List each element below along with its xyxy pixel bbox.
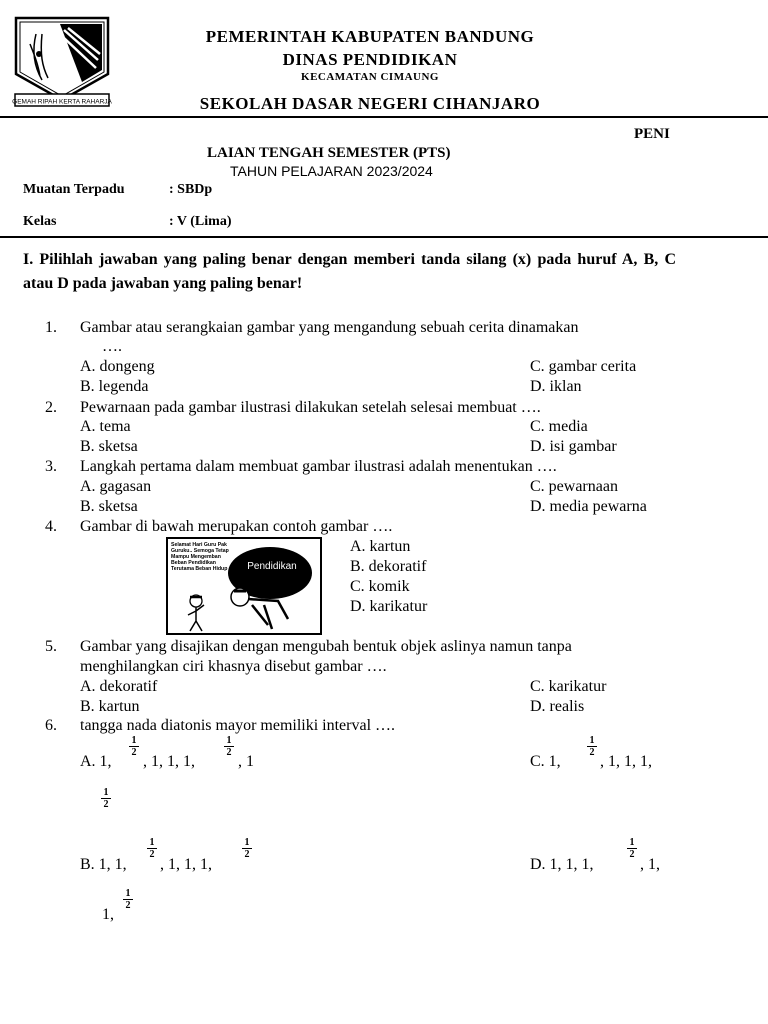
- q1-option-b[interactable]: B. legenda: [80, 378, 149, 395]
- q6-option-b-start[interactable]: B. 1, 1,: [80, 856, 127, 873]
- q5-option-d[interactable]: D. realis: [530, 698, 585, 715]
- q3-option-b[interactable]: B. sketsa: [80, 498, 138, 515]
- q2-number: 2.: [45, 399, 57, 416]
- q2-text: Pewarnaan pada gambar ilustrasi dilakukan setelah selesai membuat ….: [80, 399, 541, 416]
- q6-option-d-start[interactable]: D. 1, 1, 1,: [530, 856, 594, 873]
- logo-motto: GEMAH RIPAH KERTA RAHARJA: [12, 98, 112, 106]
- q6-option-c-end: , 1, 1, 1,: [600, 753, 652, 770]
- q6-option-a-middle: , 1, 1, 1,: [143, 753, 195, 770]
- q4-option-d[interactable]: D. karikatur: [350, 598, 428, 615]
- cartoon-sack-label: Pendidikan: [247, 561, 297, 572]
- q2-option-a[interactable]: A. tema: [80, 418, 131, 435]
- exam-title: LAIAN TENGAH SEMESTER (PTS): [207, 145, 451, 161]
- q6-option-d-half-2: 1 2: [122, 888, 134, 911]
- q6-number: 6.: [45, 717, 57, 734]
- q6-option-a-half-2: 1 2: [223, 735, 235, 758]
- q6-option-a-half-3: 1 2: [100, 787, 112, 810]
- q6-text: tangga nada diatonis mayor memiliki interval ….: [80, 717, 396, 734]
- instruction: I. Pilihlah jawaban yang paling benar dengan memberi tanda silang (x) pada huruf A, B, C atau D pada jawaban yang paling benar!: [23, 251, 676, 292]
- q5-text-line2: menghilangkan ciri khasnya disebut gambar ….: [80, 658, 387, 675]
- q6-option-b-half-1: 1 2: [146, 837, 158, 860]
- exam-title-fragment: PENI: [634, 126, 670, 142]
- q3-option-c[interactable]: C. pewarnaan: [530, 478, 618, 495]
- header-department: DINAS PENDIDIKAN: [282, 50, 458, 69]
- q6-option-a-end: , 1: [238, 753, 254, 770]
- q6-option-c-half: 1 2: [586, 735, 598, 758]
- q4-option-b[interactable]: B. dekoratif: [350, 558, 427, 575]
- q2-option-b[interactable]: B. sketsa: [80, 438, 138, 455]
- q5-option-a[interactable]: A. dekoratif: [80, 678, 158, 695]
- q1-text: Gambar atau serangkaian gambar yang mengandung sebuah cerita dinamakan: [80, 319, 579, 336]
- subject-value: : SBDp: [169, 182, 213, 197]
- q5-text-line1: Gambar yang disajikan dengan mengubah bentuk objek aslinya namun tanpa: [80, 638, 572, 655]
- q5-option-b[interactable]: B. kartun: [80, 698, 140, 715]
- q1-text-cont: ….: [102, 338, 122, 355]
- q6-option-d-end: , 1,: [640, 856, 660, 873]
- header-divider: [0, 116, 768, 118]
- q4-cartoon-image: [166, 537, 322, 635]
- q1-number: 1.: [45, 319, 57, 336]
- q6-option-d-cont: 1,: [102, 906, 114, 923]
- q6-option-c-start[interactable]: C. 1,: [530, 753, 561, 770]
- q6-option-b-half-2: 1 2: [241, 837, 253, 860]
- q5-number: 5.: [45, 638, 57, 655]
- q1-option-d[interactable]: D. iklan: [530, 378, 582, 395]
- q6-option-b-middle: , 1, 1, 1,: [160, 856, 212, 873]
- q6-option-d-half-1: 1 2: [626, 837, 638, 860]
- header-school: SEKOLAH DASAR NEGERI CIHANJARO: [199, 94, 541, 113]
- header-district: KECAMATAN CIMAUNG: [301, 71, 439, 83]
- q3-option-a[interactable]: A. gagasan: [80, 478, 152, 495]
- cartoon-caption: Selamat Hari Guru Pak Guruku.. Semoga Tetap Mampu Mengemban Beban Pendidikan Terutama Beban Hidup: [171, 542, 229, 572]
- q1-option-a[interactable]: A. dongeng: [80, 358, 155, 375]
- regency-logo: [12, 14, 112, 110]
- subject-label: Muatan Terpadu: [23, 182, 125, 197]
- class-value: : V (Lima): [169, 214, 232, 229]
- q2-option-d[interactable]: D. isi gambar: [530, 438, 617, 455]
- q4-number: 4.: [45, 518, 57, 535]
- school-year: TAHUN PELAJARAN 2023/2024: [230, 163, 433, 179]
- q3-text: Langkah pertama dalam membuat gambar ilustrasi adalah menentukan ….: [80, 458, 557, 475]
- header-government: PEMERINTAH KABUPATEN BANDUNG: [205, 27, 535, 46]
- q4-option-c[interactable]: C. komik: [350, 578, 410, 595]
- q1-option-c[interactable]: C. gambar cerita: [530, 358, 637, 375]
- q4-option-a[interactable]: A. kartun: [350, 538, 411, 555]
- q6-option-a-half-1: 1 2: [128, 735, 140, 758]
- q2-option-c[interactable]: C. media: [530, 418, 588, 435]
- class-label: Kelas: [23, 214, 57, 229]
- q3-option-d[interactable]: D. media pewarna: [530, 498, 647, 515]
- q5-option-c[interactable]: C. karikatur: [530, 678, 607, 695]
- q4-text: Gambar di bawah merupakan contoh gambar ….: [80, 518, 393, 535]
- info-divider: [0, 236, 768, 238]
- q3-number: 3.: [45, 458, 57, 475]
- q6-option-a-start[interactable]: A. 1,: [80, 753, 112, 770]
